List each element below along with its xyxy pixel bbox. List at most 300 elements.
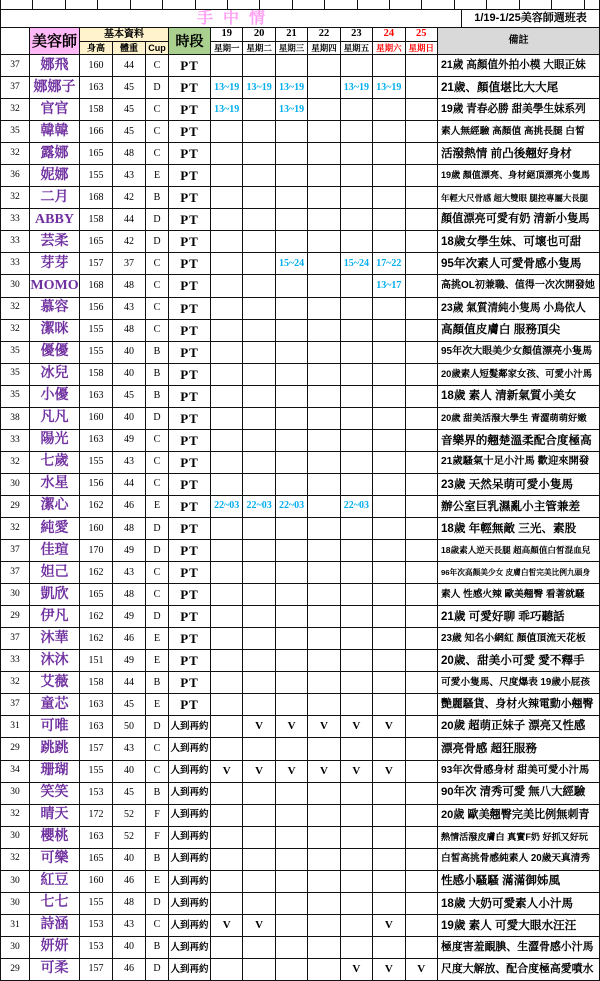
grid-cell <box>66 0 98 10</box>
staff-cup: C <box>146 761 169 783</box>
schedule-slot <box>211 165 243 187</box>
schedule-slot <box>276 805 308 827</box>
staff-cup: B <box>146 783 169 805</box>
staff-remark: 21歲、顏值堪比大大尾 <box>438 77 600 99</box>
staff-weight: 52 <box>113 827 146 849</box>
schedule-slot <box>211 694 243 716</box>
staff-height: 157 <box>80 959 113 981</box>
schedule-slot: V <box>243 761 275 783</box>
staff-weight: 46 <box>113 628 146 650</box>
schedule-slot <box>406 165 438 187</box>
schedule-slot <box>243 672 275 694</box>
staff-id: 31 <box>1 915 30 937</box>
day-date: 23 <box>341 28 373 42</box>
staff-height: 158 <box>80 209 113 231</box>
schedule-slot <box>276 606 308 628</box>
staff-shift: 人到再約 <box>169 827 211 849</box>
schedule-slot <box>276 937 308 959</box>
grid-cell <box>520 0 552 10</box>
schedule-slot <box>341 143 373 165</box>
schedule-slot <box>276 386 308 408</box>
schedule-slot <box>406 849 438 871</box>
staff-remark: 96年次高顏美少女 皮膚白皙完美比例九頭身 <box>438 562 600 584</box>
staff-weight: 37 <box>113 253 146 275</box>
schedule-slot <box>341 320 373 342</box>
staff-weight: 40 <box>113 408 146 430</box>
staff-shift: PT <box>169 55 211 77</box>
staff-weight: 43 <box>113 562 146 584</box>
staff-shift: 人到再約 <box>169 959 211 981</box>
schedule-slot: V <box>308 716 340 738</box>
staff-id: 30 <box>1 871 30 893</box>
schedule-slot <box>308 540 340 562</box>
staff-weight: 40 <box>113 364 146 386</box>
staff-height: 151 <box>80 650 113 672</box>
staff-id: 37 <box>1 628 30 650</box>
grid-cell <box>33 0 65 10</box>
schedule-slot <box>276 827 308 849</box>
staff-remark: 90年次 清秀可愛 無八大經驗 <box>438 783 600 805</box>
schedule-slot <box>373 320 405 342</box>
staff-id: 30 <box>1 275 30 297</box>
top-strip <box>1 0 600 10</box>
grid-cell <box>358 0 390 10</box>
staff-weight: 40 <box>113 342 146 364</box>
staff-shift: PT <box>169 540 211 562</box>
staff-cup: D <box>146 893 169 915</box>
staff-row <box>1 430 600 452</box>
schedule-slot: V <box>243 716 275 738</box>
staff-remark: 23歲 天然呆萌可愛小隻馬 <box>438 474 600 496</box>
schedule-slot: 22~03 <box>243 496 275 518</box>
staff-name: 凡凡 <box>30 408 80 430</box>
schedule-slot <box>373 298 405 320</box>
schedule-slot: 13~19 <box>276 99 308 121</box>
staff-weight: 43 <box>113 738 146 760</box>
schedule-slot <box>373 474 405 496</box>
staff-height: 153 <box>80 783 113 805</box>
staff-height: 163 <box>80 694 113 716</box>
schedule-slot <box>341 386 373 408</box>
schedule-slot <box>243 959 275 981</box>
staff-row <box>1 518 600 540</box>
staff-weight: 43 <box>113 298 146 320</box>
schedule-slot <box>211 364 243 386</box>
schedule-slot <box>373 849 405 871</box>
staff-row <box>1 849 600 871</box>
staff-weight: 46 <box>113 871 146 893</box>
staff-cup: C <box>146 143 169 165</box>
staff-row <box>1 562 600 584</box>
staff-cup: C <box>146 275 169 297</box>
schedule-slot <box>211 937 243 959</box>
schedule-slot: V <box>373 716 405 738</box>
staff-cup: D <box>146 716 169 738</box>
staff-cup: C <box>146 738 169 760</box>
schedule-slot <box>341 562 373 584</box>
schedule-slot <box>276 408 308 430</box>
schedule-slot <box>211 805 243 827</box>
schedule-slot <box>308 783 340 805</box>
day-weekday: 星期日 <box>406 42 438 55</box>
grid-cell <box>196 0 228 10</box>
grid-cell <box>325 0 357 10</box>
schedule-slot <box>406 364 438 386</box>
staff-shift: PT <box>169 187 211 209</box>
schedule-slot <box>406 761 438 783</box>
staff-id: 30 <box>1 827 30 849</box>
schedule-slot: 22~03 <box>211 496 243 518</box>
staff-id: 38 <box>1 408 30 430</box>
schedule-slot <box>211 893 243 915</box>
staff-id: 37 <box>1 55 30 77</box>
schedule-slot <box>243 694 275 716</box>
schedule-slot <box>406 694 438 716</box>
staff-name: 紅豆 <box>30 871 80 893</box>
staff-name: 沐沐 <box>30 650 80 672</box>
staff-id: 35 <box>1 364 30 386</box>
staff-weight: 46 <box>113 959 146 981</box>
schedule-slot <box>211 650 243 672</box>
staff-shift: PT <box>169 253 211 275</box>
staff-remark: 性感小騷騷 滿滿御姊風 <box>438 871 600 893</box>
staff-row <box>1 143 600 165</box>
schedule-slot <box>243 55 275 77</box>
staff-cup: C <box>146 320 169 342</box>
schedule-slot: V <box>243 915 275 937</box>
grid-cell <box>552 0 584 10</box>
schedule-slot <box>308 893 340 915</box>
staff-weight: 40 <box>113 937 146 959</box>
staff-height: 163 <box>80 430 113 452</box>
staff-remark: 21歲騷氣十足小汁馬 歡迎來開發 <box>438 452 600 474</box>
schedule-slot <box>211 606 243 628</box>
schedule-slot <box>373 937 405 959</box>
schedule-slot <box>406 628 438 650</box>
staff-weight: 43 <box>113 165 146 187</box>
schedule-slot <box>406 99 438 121</box>
schedule-slot <box>341 452 373 474</box>
staff-remark: 95年次大眼美少女顏值漂亮小隻馬 <box>438 342 600 364</box>
staff-row <box>1 540 600 562</box>
staff-height: 155 <box>80 761 113 783</box>
schedule-slot <box>406 452 438 474</box>
day-date: 25 <box>406 28 438 42</box>
staff-name: 可唯 <box>30 716 80 738</box>
schedule-slot <box>373 694 405 716</box>
schedule-slot <box>308 738 340 760</box>
schedule-slot <box>243 562 275 584</box>
schedule-slot <box>211 562 243 584</box>
staff-height: 162 <box>80 606 113 628</box>
schedule-slot <box>211 716 243 738</box>
schedule-slot <box>276 165 308 187</box>
staff-height: 163 <box>80 386 113 408</box>
staff-name: MOMO <box>30 275 80 297</box>
schedule-slot: V <box>341 716 373 738</box>
staff-name: 艾薇 <box>30 672 80 694</box>
staff-shift: PT <box>169 364 211 386</box>
staff-shift: PT <box>169 320 211 342</box>
schedule-slot <box>243 364 275 386</box>
schedule-slot <box>406 320 438 342</box>
staff-shift: PT <box>169 628 211 650</box>
staff-height: 165 <box>80 143 113 165</box>
staff-cup: E <box>146 650 169 672</box>
staff-height: 158 <box>80 364 113 386</box>
staff-height: 165 <box>80 584 113 606</box>
schedule-slot <box>373 430 405 452</box>
staff-row <box>1 187 600 209</box>
schedule-slot: V <box>276 716 308 738</box>
staff-row <box>1 452 600 474</box>
schedule-slot <box>373 187 405 209</box>
staff-id: 32 <box>1 849 30 871</box>
staff-weight: 46 <box>113 496 146 518</box>
staff-row <box>1 298 600 320</box>
staff-row <box>1 783 600 805</box>
schedule-slot <box>406 783 438 805</box>
staff-cup: D <box>146 606 169 628</box>
schedule-slot <box>341 231 373 253</box>
weight-header: 體重 <box>113 42 146 55</box>
staff-remark: 白皙高挑骨感純素人 20歲天真清秀 <box>438 849 600 871</box>
schedule-slot <box>243 738 275 760</box>
schedule-slot <box>308 209 340 231</box>
schedule-slot <box>373 805 405 827</box>
staff-cup: B <box>146 342 169 364</box>
schedule-slot <box>308 77 340 99</box>
staff-remark: 20歲 歐美翹臀完美比例無刺青 <box>438 805 600 827</box>
staff-shift: PT <box>169 496 211 518</box>
staff-name: 妮娜 <box>30 165 80 187</box>
schedule-slot <box>406 77 438 99</box>
staff-weight: 48 <box>113 584 146 606</box>
staff-shift: 人到再約 <box>169 849 211 871</box>
schedule-slot <box>276 342 308 364</box>
schedule-slot <box>308 121 340 143</box>
schedule-slot <box>341 55 373 77</box>
day-weekday: 星期五 <box>341 42 373 55</box>
schedule-slot <box>341 915 373 937</box>
schedule-slot <box>211 452 243 474</box>
schedule-slot <box>406 231 438 253</box>
staff-name: 露娜 <box>30 143 80 165</box>
schedule-slot <box>308 959 340 981</box>
day-weekday: 星期一 <box>211 42 243 55</box>
staff-name: 妍妍 <box>30 937 80 959</box>
grid-cell <box>163 0 195 10</box>
staff-shift: PT <box>169 298 211 320</box>
schedule-slot <box>341 893 373 915</box>
schedule-slot <box>243 827 275 849</box>
schedule-slot: V <box>373 761 405 783</box>
grid-cell <box>487 0 519 10</box>
staff-id: 29 <box>1 606 30 628</box>
schedule-slot <box>276 518 308 540</box>
staff-height: 165 <box>80 849 113 871</box>
schedule-slot <box>243 408 275 430</box>
staff-weight: 45 <box>113 121 146 143</box>
schedule-slot <box>243 209 275 231</box>
staff-remark: 95年次素人可愛骨感小隻馬 <box>438 253 600 275</box>
staff-weight: 49 <box>113 430 146 452</box>
schedule-slot <box>211 430 243 452</box>
staff-height: 156 <box>80 298 113 320</box>
staff-shift: PT <box>169 518 211 540</box>
staff-remark: 辦公室巨乳濕亂小主管兼差 <box>438 496 600 518</box>
schedule-slot <box>341 540 373 562</box>
schedule-slot <box>276 584 308 606</box>
schedule-slot: 13~19 <box>211 99 243 121</box>
staff-name: 伊凡 <box>30 606 80 628</box>
schedule-slot <box>308 253 340 275</box>
grid-cell <box>260 0 292 10</box>
staff-cup: E <box>146 628 169 650</box>
schedule-slot <box>373 386 405 408</box>
staff-height: 168 <box>80 187 113 209</box>
staff-remark: 23歲 氣質清純小隻馬 小鳥依人 <box>438 298 600 320</box>
grid-cell <box>98 0 130 10</box>
schedule-slot <box>406 121 438 143</box>
staff-id: 36 <box>1 165 30 187</box>
staff-id: 30 <box>1 893 30 915</box>
staff-cup: D <box>146 77 169 99</box>
day-weekday: 星期三 <box>276 42 308 55</box>
staff-shift: PT <box>169 474 211 496</box>
staff-name: 官官 <box>30 99 80 121</box>
schedule-slot <box>211 540 243 562</box>
staff-remark: 19歲 青春必勝 甜美學生妹系列 <box>438 99 600 121</box>
schedule-slot <box>211 518 243 540</box>
schedule-slot <box>406 209 438 231</box>
staff-id: 30 <box>1 937 30 959</box>
staff-remark: 顏值漂亮可愛有奶 清新小隻馬 <box>438 209 600 231</box>
staff-height: 170 <box>80 540 113 562</box>
schedule-slot <box>211 253 243 275</box>
staff-remark: 19歲 顏值漂亮、身材絕頂漂亮小隻馬 <box>438 165 600 187</box>
schedule-slot <box>308 165 340 187</box>
staff-remark: 高挑OL初兼職、值得一次次開發她 <box>438 275 600 297</box>
staff-name: 娜娜子 <box>30 77 80 99</box>
schedule-slot <box>308 364 340 386</box>
staff-height: 166 <box>80 121 113 143</box>
staff-shift: PT <box>169 694 211 716</box>
staff-height: 162 <box>80 562 113 584</box>
schedule-slot <box>276 452 308 474</box>
staff-cup: D <box>146 231 169 253</box>
schedule-slot: 13~19 <box>243 77 275 99</box>
staff-height: 162 <box>80 628 113 650</box>
staff-height: 162 <box>80 496 113 518</box>
schedule-slot <box>276 783 308 805</box>
staff-cup: C <box>146 430 169 452</box>
schedule-slot <box>243 893 275 915</box>
staff-height: 160 <box>80 871 113 893</box>
schedule-slot <box>373 408 405 430</box>
schedule-slot <box>211 628 243 650</box>
schedule-slot <box>373 165 405 187</box>
staff-remark: 尺度大解放、配合度極高愛噴水 <box>438 959 600 981</box>
grid-cell <box>585 0 600 10</box>
schedule-slot <box>308 915 340 937</box>
staff-shift: PT <box>169 584 211 606</box>
schedule-slot <box>211 672 243 694</box>
staff-name: 小優 <box>30 386 80 408</box>
schedule-slot <box>341 738 373 760</box>
schedule-slot: 22~03 <box>341 496 373 518</box>
schedule-slot <box>276 694 308 716</box>
schedule-slot <box>308 386 340 408</box>
staff-cup: E <box>146 694 169 716</box>
staff-remark: 活潑熱情 前凸後翹好身材 <box>438 143 600 165</box>
schedule-slot <box>308 231 340 253</box>
staff-name: 冰兒 <box>30 364 80 386</box>
staff-height: 160 <box>80 408 113 430</box>
staff-name: ABBY <box>30 209 80 231</box>
table-body <box>1 55 600 981</box>
schedule-slot <box>341 364 373 386</box>
staff-row <box>1 694 600 716</box>
schedule-slot <box>406 937 438 959</box>
staff-name: 潔心 <box>30 496 80 518</box>
schedule-slot <box>373 827 405 849</box>
staff-remark: 18歲 年輕無敵 三光、素股 <box>438 518 600 540</box>
staff-cup: C <box>146 253 169 275</box>
schedule-slot: V <box>276 761 308 783</box>
staff-shift: PT <box>169 77 211 99</box>
staff-shift: PT <box>169 672 211 694</box>
staff-cup: E <box>146 871 169 893</box>
staff-remark: 23歲 知名小網紅 顏值頂流天花板 <box>438 628 600 650</box>
staff-shift: PT <box>169 430 211 452</box>
schedule-slot <box>211 55 243 77</box>
schedule-slot <box>211 187 243 209</box>
schedule-slot <box>211 342 243 364</box>
schedule-slot <box>406 386 438 408</box>
staff-weight: 42 <box>113 187 146 209</box>
day-date: 24 <box>373 28 405 42</box>
staff-remark: 艷麗騷貨、身材火辣電動小翹臀 <box>438 694 600 716</box>
staff-weight: 45 <box>113 99 146 121</box>
schedule-slot <box>406 562 438 584</box>
staff-id: 29 <box>1 496 30 518</box>
staff-row <box>1 364 600 386</box>
staff-row <box>1 253 600 275</box>
staff-weight: 43 <box>113 915 146 937</box>
staff-cup: C <box>146 562 169 584</box>
staff-row <box>1 805 600 827</box>
schedule-slot <box>406 584 438 606</box>
staff-shift: PT <box>169 275 211 297</box>
staff-row <box>1 915 600 937</box>
staff-name: 佳瑄 <box>30 540 80 562</box>
staff-name: 優優 <box>30 342 80 364</box>
staff-cup: F <box>146 805 169 827</box>
schedule-slot <box>406 430 438 452</box>
staff-name: 七歲 <box>30 452 80 474</box>
schedule-slot <box>243 298 275 320</box>
schedule-slot <box>406 672 438 694</box>
schedule-slot <box>341 937 373 959</box>
schedule-slot <box>276 209 308 231</box>
shift-header: 時段 <box>169 28 211 55</box>
schedule-slot <box>243 606 275 628</box>
staff-name: 韓韓 <box>30 121 80 143</box>
staff-cup: D <box>146 209 169 231</box>
staff-weight: 44 <box>113 55 146 77</box>
staff-id: 31 <box>1 716 30 738</box>
